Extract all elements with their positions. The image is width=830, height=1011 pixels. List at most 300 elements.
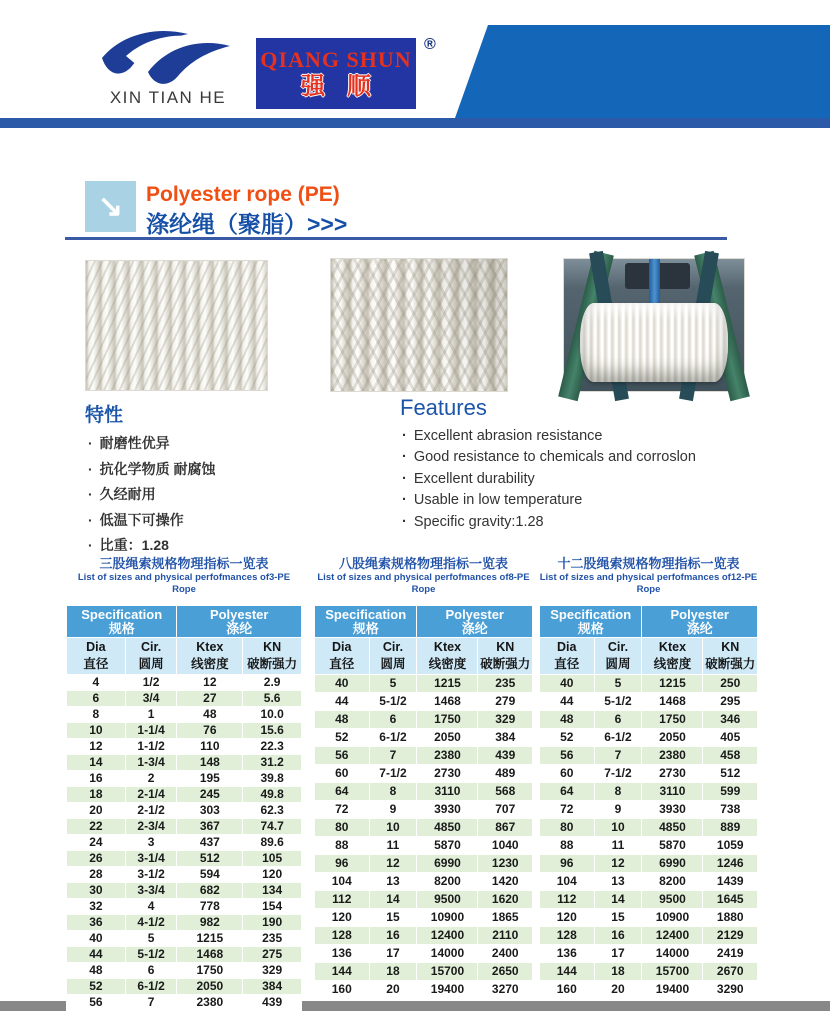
spec-cell: 9 bbox=[594, 801, 642, 819]
spec-cell: 568 bbox=[478, 783, 533, 801]
spec-cell: 154 bbox=[243, 899, 302, 915]
spec-cell: 31.2 bbox=[243, 755, 302, 771]
spec-cell: 5-1/2 bbox=[369, 693, 417, 711]
spec-row bbox=[67, 995, 302, 1011]
spec-cell: 11 bbox=[369, 837, 417, 855]
spec-cell: 5870 bbox=[642, 837, 703, 855]
spec-cell: 405 bbox=[703, 729, 758, 747]
spec-row bbox=[315, 783, 533, 801]
spec-cell: 6 bbox=[594, 711, 642, 729]
spec-row bbox=[540, 729, 758, 747]
spec-cell: 512 bbox=[703, 765, 758, 783]
spec-row bbox=[315, 711, 533, 729]
feature-item: · Specific gravity:1.28 bbox=[402, 512, 696, 533]
spec-row bbox=[67, 931, 302, 947]
spec-row bbox=[67, 691, 302, 707]
spec-cell: 5-1/2 bbox=[125, 947, 177, 963]
spec-cell: 867 bbox=[478, 819, 533, 837]
spec-table bbox=[314, 605, 533, 999]
spec-row bbox=[315, 855, 533, 873]
material-header-cell: Polyester 涤纶 bbox=[417, 606, 533, 638]
table-title-en: List of sizes and physical perfofmances of12-PE Rope bbox=[539, 572, 758, 595]
spec-row bbox=[315, 729, 533, 747]
spec-cell: 52 bbox=[315, 729, 370, 747]
spec-cell: 1468 bbox=[417, 693, 478, 711]
spec-cell: 1-3/4 bbox=[125, 755, 177, 771]
spec-cell: 1750 bbox=[417, 711, 478, 729]
spec-cell: 295 bbox=[703, 693, 758, 711]
spec-cell: 3270 bbox=[478, 981, 533, 999]
features-list-cn bbox=[88, 431, 216, 559]
spec-cell: 4 bbox=[125, 899, 177, 915]
spec-cell: 3290 bbox=[703, 981, 758, 999]
spec-cell: 1230 bbox=[478, 855, 533, 873]
spec-cell: 144 bbox=[540, 963, 595, 981]
spec-cell: 16 bbox=[594, 927, 642, 945]
spec-row bbox=[315, 909, 533, 927]
spec-cell: 112 bbox=[540, 891, 595, 909]
spec-cell: 148 bbox=[177, 755, 243, 771]
table-header-row bbox=[540, 606, 758, 638]
spec-cell: 15700 bbox=[417, 963, 478, 981]
spec-cell: 2.9 bbox=[243, 675, 302, 691]
spec-cell: 1880 bbox=[703, 909, 758, 927]
company-name: XIN TIAN HE bbox=[109, 88, 227, 107]
spec-cell: 52 bbox=[540, 729, 595, 747]
spec-cell: 96 bbox=[315, 855, 370, 873]
spec-cell: 12 bbox=[369, 855, 417, 873]
spec-cell: 235 bbox=[243, 931, 302, 947]
spec-cell: 3-1/2 bbox=[125, 867, 177, 883]
spec-table bbox=[66, 605, 302, 1011]
spec-cell: 18 bbox=[67, 787, 126, 803]
title-marker-box bbox=[85, 181, 136, 232]
spec-cell: 5 bbox=[125, 931, 177, 947]
spec-table-8-strand bbox=[314, 556, 533, 999]
spec-cell: 3 bbox=[125, 835, 177, 851]
spec-cell: 15700 bbox=[642, 963, 703, 981]
spec-cell: 16 bbox=[67, 771, 126, 787]
spec-row bbox=[67, 899, 302, 915]
table-title-cn: 三股绳索规格物理指标一览表 bbox=[99, 556, 269, 571]
spec-cell: 439 bbox=[478, 747, 533, 765]
header-divider-bar bbox=[0, 118, 830, 128]
spec-cell: 32 bbox=[67, 899, 126, 915]
spec-cell: 3/4 bbox=[125, 691, 177, 707]
spec-cell: 2110 bbox=[478, 927, 533, 945]
spec-cell: 275 bbox=[243, 947, 302, 963]
spec-cell: 2050 bbox=[417, 729, 478, 747]
spec-cell: 9 bbox=[369, 801, 417, 819]
brand-name-en: QIANG SHUN bbox=[260, 46, 412, 72]
spec-cell: 5-1/2 bbox=[594, 693, 642, 711]
spec-cell: 60 bbox=[540, 765, 595, 783]
spec-row bbox=[315, 693, 533, 711]
spec-cell: 40 bbox=[315, 675, 370, 693]
spec-cell: 72 bbox=[540, 801, 595, 819]
spec-cell: 60 bbox=[315, 765, 370, 783]
spec-cell: 2650 bbox=[478, 963, 533, 981]
spec-cell: 64 bbox=[540, 783, 595, 801]
spec-cell: 128 bbox=[315, 927, 370, 945]
spec-row bbox=[540, 963, 758, 981]
spec-cell: 30 bbox=[67, 883, 126, 899]
spec-cell: 1-1/2 bbox=[125, 739, 177, 755]
spec-row bbox=[67, 979, 302, 995]
spec-cell: 19400 bbox=[642, 981, 703, 999]
spec-cell: 6990 bbox=[642, 855, 703, 873]
spec-cell: 346 bbox=[703, 711, 758, 729]
machine-post bbox=[649, 259, 660, 305]
spec-cell: 1040 bbox=[478, 837, 533, 855]
feature-item: · 久经耐用 bbox=[88, 482, 216, 508]
spec-row bbox=[67, 867, 302, 883]
spec-cell: 5.6 bbox=[243, 691, 302, 707]
spec-cell: 110 bbox=[177, 739, 243, 755]
spec-row bbox=[315, 747, 533, 765]
spec-cell: 439 bbox=[243, 995, 302, 1011]
spec-cell: 13 bbox=[594, 873, 642, 891]
product-title-cn: 涤纶绳（聚脂）>>> bbox=[146, 211, 348, 237]
spec-cell: 72 bbox=[315, 801, 370, 819]
table-title-en: List of sizes and physical perfofmances of8-PE Rope bbox=[317, 572, 530, 595]
spec-row bbox=[315, 945, 533, 963]
spec-cell: 10900 bbox=[642, 909, 703, 927]
spec-row bbox=[540, 675, 758, 693]
features-list-en bbox=[402, 426, 696, 533]
spec-cell: 56 bbox=[540, 747, 595, 765]
spec-cell: 6-1/2 bbox=[594, 729, 642, 747]
spec-cell: 2129 bbox=[703, 927, 758, 945]
table-title-en: List of sizes and physical perfofmances of3-PE Rope bbox=[77, 572, 291, 595]
spec-row bbox=[315, 981, 533, 999]
spec-cell: 4850 bbox=[642, 819, 703, 837]
spec-cell: 1468 bbox=[177, 947, 243, 963]
photo-3-strand-rope bbox=[85, 260, 268, 391]
spec-row bbox=[540, 945, 758, 963]
spec-cell: 56 bbox=[67, 995, 126, 1011]
spec-row bbox=[67, 787, 302, 803]
product-title-en: Polyester rope (PE) bbox=[146, 183, 340, 206]
spec-cell: 3-3/4 bbox=[125, 883, 177, 899]
spec-cell: 88 bbox=[540, 837, 595, 855]
spec-cell: 10 bbox=[594, 819, 642, 837]
cir-header-cell: Cir. 圆周 bbox=[125, 638, 177, 675]
spec-cell: 8200 bbox=[642, 873, 703, 891]
feature-item: · 低温下可操作 bbox=[88, 508, 216, 534]
spec-row bbox=[67, 963, 302, 979]
spec-cell: 8 bbox=[67, 707, 126, 723]
spec-cell: 1-1/4 bbox=[125, 723, 177, 739]
material-header-cell: Polyester 涤纶 bbox=[177, 606, 302, 638]
spec-row bbox=[315, 819, 533, 837]
spec-cell: 3-1/4 bbox=[125, 851, 177, 867]
feature-item: · Good resistance to chemicals and corroslon bbox=[402, 447, 696, 468]
spec-cell: 7 bbox=[594, 747, 642, 765]
spec-cell: 39.8 bbox=[243, 771, 302, 787]
spec-cell: 17 bbox=[594, 945, 642, 963]
feature-item: · 比重：1.28 bbox=[88, 533, 216, 559]
spec-cell: 48 bbox=[67, 963, 126, 979]
features-heading-cn: 特性 bbox=[85, 405, 124, 426]
spec-row bbox=[540, 909, 758, 927]
spec-cell: 22.3 bbox=[243, 739, 302, 755]
spec-cell: 2050 bbox=[177, 979, 243, 995]
spec-cell: 1468 bbox=[642, 693, 703, 711]
spec-cell: 2-3/4 bbox=[125, 819, 177, 835]
feature-item: · Excellent abrasion resistance bbox=[402, 426, 696, 447]
spec-cell: 8 bbox=[369, 783, 417, 801]
spec-cell: 27 bbox=[177, 691, 243, 707]
spec-cell: 437 bbox=[177, 835, 243, 851]
spec-cell: 12400 bbox=[417, 927, 478, 945]
spec-cell: 250 bbox=[703, 675, 758, 693]
spec-cell: 76 bbox=[177, 723, 243, 739]
spec-row bbox=[315, 801, 533, 819]
spec-row bbox=[67, 835, 302, 851]
spec-row bbox=[67, 915, 302, 931]
spec-cell: 74.7 bbox=[243, 819, 302, 835]
spec-cell: 64 bbox=[315, 783, 370, 801]
spec-cell: 104 bbox=[315, 873, 370, 891]
spec-cell: 6990 bbox=[417, 855, 478, 873]
spec-cell: 20 bbox=[369, 981, 417, 999]
spec-cell: 160 bbox=[315, 981, 370, 999]
spec-cell: 245 bbox=[177, 787, 243, 803]
spec-cell: 12 bbox=[177, 675, 243, 691]
spec-row bbox=[67, 707, 302, 723]
spec-row bbox=[67, 819, 302, 835]
spec-cell: 329 bbox=[478, 711, 533, 729]
spec-cell: 599 bbox=[703, 783, 758, 801]
spec-cell: 22 bbox=[67, 819, 126, 835]
spec-cell: 889 bbox=[703, 819, 758, 837]
spec-row bbox=[540, 873, 758, 891]
spec-cell: 2380 bbox=[417, 747, 478, 765]
spec-cell: 6 bbox=[67, 691, 126, 707]
spec-cell: 15 bbox=[594, 909, 642, 927]
spec-cell: 1865 bbox=[478, 909, 533, 927]
spec-cell: 1246 bbox=[703, 855, 758, 873]
spec-cell: 28 bbox=[67, 867, 126, 883]
spec-cell: 16 bbox=[369, 927, 417, 945]
brand-logo-box bbox=[256, 38, 416, 109]
spec-row bbox=[540, 891, 758, 909]
spec-header-cell: Specification 规格 bbox=[315, 606, 417, 638]
spec-cell: 8 bbox=[594, 783, 642, 801]
spec-cell: 6-1/2 bbox=[125, 979, 177, 995]
spec-cell: 7 bbox=[369, 747, 417, 765]
spec-row bbox=[315, 837, 533, 855]
registered-trademark-icon: ® bbox=[424, 36, 436, 53]
spec-cell: 20 bbox=[67, 803, 126, 819]
spec-table-3-strand bbox=[66, 556, 302, 1011]
spec-cell: 144 bbox=[315, 963, 370, 981]
ktex-header-cell: Ktex 线密度 bbox=[417, 638, 478, 675]
spec-row bbox=[67, 723, 302, 739]
spec-cell: 136 bbox=[315, 945, 370, 963]
spec-row bbox=[540, 783, 758, 801]
spec-cell: 3930 bbox=[642, 801, 703, 819]
spec-cell: 1645 bbox=[703, 891, 758, 909]
table-title-cn: 十二股绳索规格物理指标一览表 bbox=[557, 556, 740, 571]
spec-cell: 20 bbox=[594, 981, 642, 999]
spec-cell: 4-1/2 bbox=[125, 915, 177, 931]
dia-header-cell: Dia 直径 bbox=[540, 638, 595, 675]
spec-cell: 14000 bbox=[417, 945, 478, 963]
spec-row bbox=[67, 755, 302, 771]
spec-cell: 15 bbox=[369, 909, 417, 927]
spec-cell: 7 bbox=[125, 995, 177, 1011]
spec-cell: 3110 bbox=[417, 783, 478, 801]
table-header-row bbox=[315, 606, 533, 638]
rope-spool bbox=[580, 303, 728, 382]
spec-cell: 24 bbox=[67, 835, 126, 851]
spec-row bbox=[67, 803, 302, 819]
spec-cell: 5 bbox=[594, 675, 642, 693]
spec-row bbox=[67, 883, 302, 899]
dia-header-cell: Dia 直径 bbox=[315, 638, 370, 675]
spec-cell: 10900 bbox=[417, 909, 478, 927]
spec-cell: 80 bbox=[540, 819, 595, 837]
spec-cell: 96 bbox=[540, 855, 595, 873]
spec-cell: 1215 bbox=[417, 675, 478, 693]
title-underline bbox=[65, 237, 727, 240]
spec-cell: 12 bbox=[594, 855, 642, 873]
spec-row bbox=[315, 891, 533, 909]
spec-row bbox=[315, 873, 533, 891]
spec-cell: 1059 bbox=[703, 837, 758, 855]
spec-cell: 120 bbox=[315, 909, 370, 927]
spec-cell: 18 bbox=[594, 963, 642, 981]
spec-cell: 384 bbox=[478, 729, 533, 747]
spec-cell: 52 bbox=[67, 979, 126, 995]
spec-cell: 279 bbox=[478, 693, 533, 711]
spec-cell: 1439 bbox=[703, 873, 758, 891]
spec-cell: 7-1/2 bbox=[369, 765, 417, 783]
xintianhe-logo-icon bbox=[96, 26, 240, 88]
spec-cell: 9500 bbox=[642, 891, 703, 909]
spec-cell: 982 bbox=[177, 915, 243, 931]
spec-cell: 3110 bbox=[642, 783, 703, 801]
spec-cell: 9500 bbox=[417, 891, 478, 909]
spec-cell: 1420 bbox=[478, 873, 533, 891]
spec-cell: 48 bbox=[315, 711, 370, 729]
spec-cell: 329 bbox=[243, 963, 302, 979]
spec-cell: 62.3 bbox=[243, 803, 302, 819]
spec-row bbox=[540, 747, 758, 765]
spec-cell: 2380 bbox=[642, 747, 703, 765]
spec-cell: 36 bbox=[67, 915, 126, 931]
spec-cell: 2-1/4 bbox=[125, 787, 177, 803]
spec-cell: 89.6 bbox=[243, 835, 302, 851]
spec-cell: 303 bbox=[177, 803, 243, 819]
spec-cell: 104 bbox=[540, 873, 595, 891]
spec-cell: 10 bbox=[67, 723, 126, 739]
spec-cell: 14 bbox=[67, 755, 126, 771]
spec-cell: 88 bbox=[315, 837, 370, 855]
kn-header-cell: KN 破断强力 bbox=[703, 638, 758, 675]
spec-cell: 56 bbox=[315, 747, 370, 765]
spec-cell: 367 bbox=[177, 819, 243, 835]
kn-header-cell: KN 破断强力 bbox=[478, 638, 533, 675]
spec-row bbox=[67, 675, 302, 691]
feature-item: · 抗化学物质 耐腐蚀 bbox=[88, 457, 216, 483]
spec-cell: 458 bbox=[703, 747, 758, 765]
spec-cell: 5 bbox=[369, 675, 417, 693]
spec-cell: 105 bbox=[243, 851, 302, 867]
dia-header-cell: Dia 直径 bbox=[67, 638, 126, 675]
spec-cell: 2419 bbox=[703, 945, 758, 963]
spec-cell: 2380 bbox=[177, 995, 243, 1011]
feature-item: · Excellent durability bbox=[402, 469, 696, 490]
spec-cell: 384 bbox=[243, 979, 302, 995]
diagonal-arrow-icon: ↘ bbox=[97, 189, 124, 223]
spec-cell: 2-1/2 bbox=[125, 803, 177, 819]
photo-8-strand-braided-rope bbox=[330, 258, 508, 392]
spec-row bbox=[540, 801, 758, 819]
spec-cell: 6 bbox=[125, 963, 177, 979]
spec-cell: 12 bbox=[67, 739, 126, 755]
spec-cell: 195 bbox=[177, 771, 243, 787]
spec-cell: 10.0 bbox=[243, 707, 302, 723]
spec-cell: 4850 bbox=[417, 819, 478, 837]
spec-cell: 48 bbox=[177, 707, 243, 723]
spec-row bbox=[315, 963, 533, 981]
spec-cell: 1750 bbox=[177, 963, 243, 979]
spec-cell: 8200 bbox=[417, 873, 478, 891]
spec-cell: 738 bbox=[703, 801, 758, 819]
spec-cell: 112 bbox=[315, 891, 370, 909]
spec-cell: 10 bbox=[369, 819, 417, 837]
spec-row bbox=[540, 765, 758, 783]
spec-cell: 3930 bbox=[417, 801, 478, 819]
spec-row bbox=[540, 855, 758, 873]
spec-cell: 190 bbox=[243, 915, 302, 931]
spec-row bbox=[315, 675, 533, 693]
spec-row bbox=[315, 765, 533, 783]
spec-cell: 2730 bbox=[417, 765, 478, 783]
table-title-cn: 八股绳索规格物理指标一览表 bbox=[338, 556, 508, 571]
spec-cell: 160 bbox=[540, 981, 595, 999]
spec-cell: 120 bbox=[243, 867, 302, 883]
feature-item: · 耐磨性优异 bbox=[88, 431, 216, 457]
spec-cell: 1620 bbox=[478, 891, 533, 909]
feature-item: · Usable in low temperature bbox=[402, 490, 696, 511]
spec-cell: 44 bbox=[540, 693, 595, 711]
spec-cell: 4 bbox=[67, 675, 126, 691]
cir-header-cell: Cir. 圆周 bbox=[594, 638, 642, 675]
spec-cell: 2400 bbox=[478, 945, 533, 963]
spec-cell: 136 bbox=[540, 945, 595, 963]
spec-row bbox=[67, 851, 302, 867]
spec-row bbox=[540, 837, 758, 855]
spec-cell: 26 bbox=[67, 851, 126, 867]
photo-rope-winding-machine bbox=[563, 258, 745, 392]
spec-cell: 512 bbox=[177, 851, 243, 867]
spec-cell: 134 bbox=[243, 883, 302, 899]
spec-table bbox=[539, 605, 758, 999]
spec-cell: 15.6 bbox=[243, 723, 302, 739]
spec-header-cell: Specification 规格 bbox=[540, 606, 642, 638]
kn-header-cell: KN 破断强力 bbox=[243, 638, 302, 675]
spec-cell: 5870 bbox=[417, 837, 478, 855]
spec-cell: 14 bbox=[594, 891, 642, 909]
spec-cell: 2050 bbox=[642, 729, 703, 747]
ktex-header-cell: Ktex 线密度 bbox=[177, 638, 243, 675]
spec-cell: 80 bbox=[315, 819, 370, 837]
material-header-cell: Polyester 涤纶 bbox=[642, 606, 758, 638]
